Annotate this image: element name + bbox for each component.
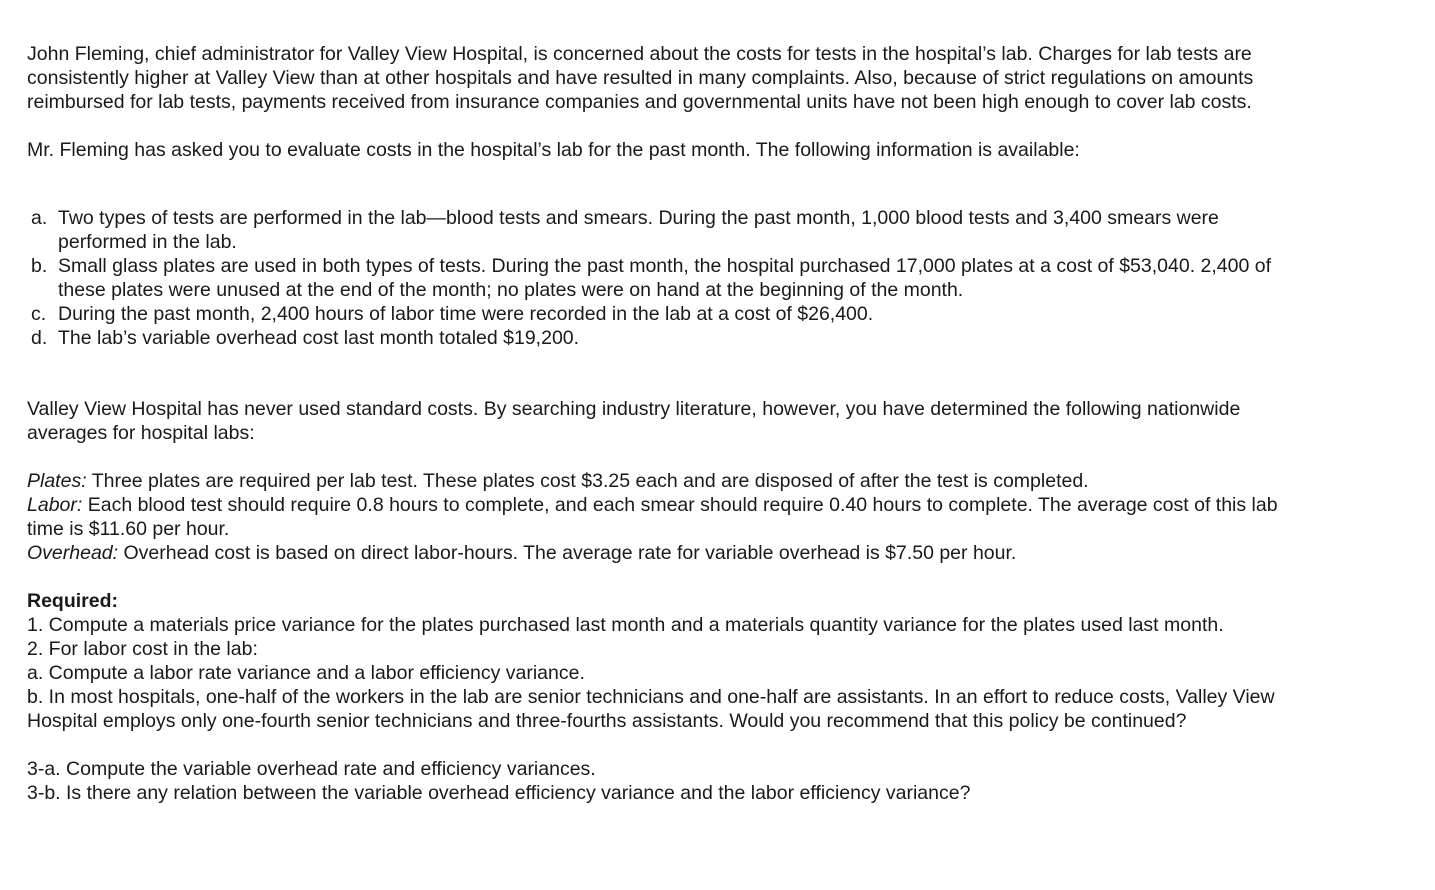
fact-label: b.: [31, 255, 48, 277]
spacer: [27, 445, 1292, 469]
spacer: [27, 162, 1292, 206]
fact-label: c.: [31, 303, 47, 325]
spacer: [27, 350, 1292, 397]
problem-document: [27, 42, 1292, 805]
required-heading: [27, 589, 1292, 613]
intro-paragraph-2: Mr. Fleming has asked you to evaluate costs in the hospital’s lab for the past month. The following information is available:: [27, 139, 1080, 161]
required-2b: b. In most hospitals, one-half of the workers in the lab are senior technicians and one-half are assistants. In an effort to reduce costs, Valley View Hospital employs only one-fourth senior technicians and three-fourths assistants. Would you recommend that this policy be continued?: [27, 686, 1275, 732]
fact-label: d.: [31, 327, 48, 349]
standard-labor-text: Each blood test should require 0.8 hours to complete, and each smear should require 0.40 hours to complete. The average cost of this lab time is $11.60 per hour.: [27, 494, 1278, 540]
required-1: 1. Compute a materials price variance for the plates purchased last month and a materials quantity variance for the plates used last month.: [27, 614, 1224, 636]
fact-text: Two types of tests are performed in the lab—blood tests and smears. During the past month, 1,000 blood tests and 3,400 smears were performed in the lab.: [58, 207, 1219, 253]
standard-overhead-label: Overhead:: [27, 542, 119, 564]
standard-plates-text: Three plates are required per lab test. These plates cost $3.25 each and are disposed of after the test is completed.: [86, 470, 1089, 492]
fact-item-b: [31, 254, 1292, 302]
facts-list: [27, 206, 1292, 350]
standard-overhead: [27, 541, 1292, 565]
standards-intro: Valley View Hospital has never used standard costs. By searching industry literature, however, you have determined the following nationwide averages for hospital labs:: [27, 398, 1241, 444]
standard-labor: [27, 493, 1292, 541]
fact-label: a.: [31, 207, 48, 229]
spacer: [27, 733, 1292, 757]
required-2a: a. Compute a labor rate variance and a labor efficiency variance.: [27, 662, 585, 684]
required-heading-text: Required:: [27, 590, 119, 612]
fact-item-d: [31, 326, 1292, 350]
spacer: [27, 114, 1292, 138]
fact-text: During the past month, 2,400 hours of labor time were recorded in the lab at a cost of $26,400.: [58, 303, 874, 325]
fact-item-c: [31, 302, 1292, 326]
spacer: [27, 565, 1292, 589]
required-3a: 3-a. Compute the variable overhead rate and efficiency variances.: [27, 758, 596, 780]
fact-item-a: [31, 206, 1292, 254]
standard-overhead-text: Overhead cost is based on direct labor-hours. The average rate for variable overhead is $7.50 per hour.: [118, 542, 1017, 564]
standard-labor-label: Labor:: [27, 494, 83, 516]
intro-paragraph-1: John Fleming, chief administrator for Valley View Hospital, is concerned about the costs for tests in the hospital’s lab. Charges for lab tests are consistently higher at Valley View than at other hospitals and have resulted in many complaints. Also, because of strict regulations on amounts reimbursed for lab tests, payments received from insurance companies and governmental units have not been high enough to cover lab costs.: [27, 43, 1254, 113]
required-3b: 3-b. Is there any relation between the variable overhead efficiency variance and the labor efficiency variance?: [27, 782, 971, 804]
fact-text: The lab’s variable overhead cost last month totaled $19,200.: [58, 327, 580, 349]
standard-plates: [27, 469, 1292, 493]
fact-text: Small glass plates are used in both types of tests. During the past month, the hospital purchased 17,000 plates at a cost of $53,040. 2,400 of these plates were unused at the end of the month; no plates were on hand at the beginning of the month.: [58, 255, 1272, 301]
required-2: 2. For labor cost in the lab:: [27, 638, 258, 660]
standard-plates-label: Plates:: [27, 470, 87, 492]
